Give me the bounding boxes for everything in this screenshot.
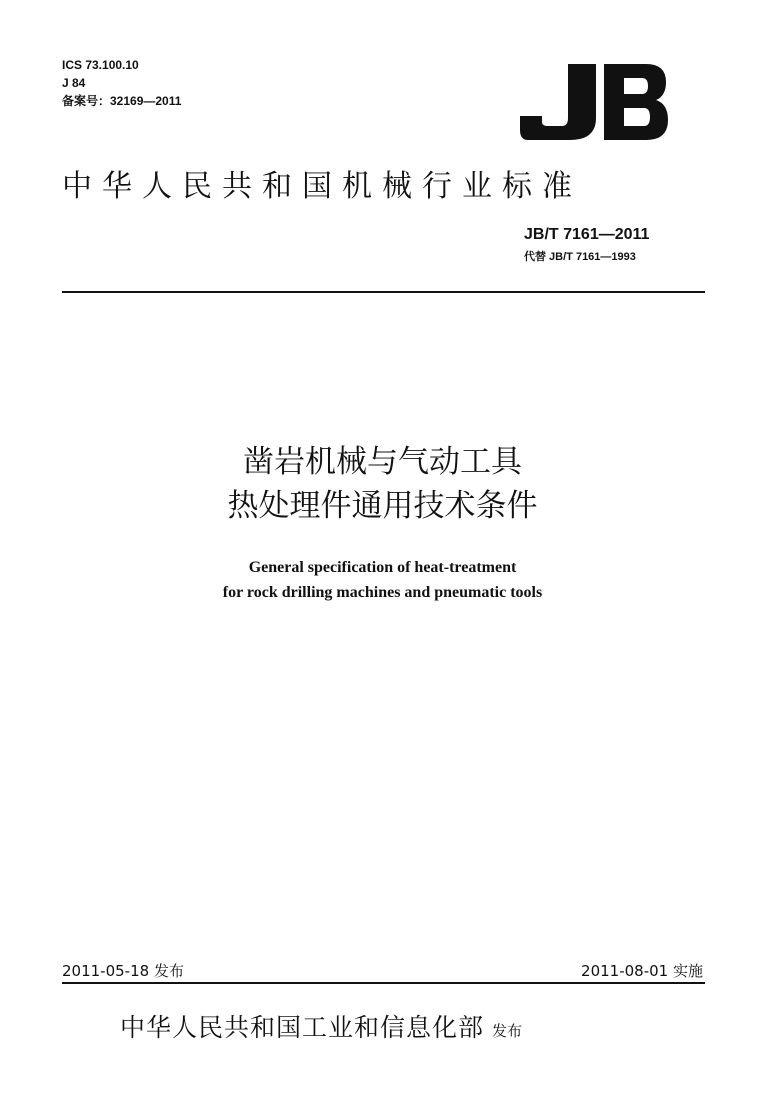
jb-logo-letter-j bbox=[520, 64, 596, 140]
publisher-name: 中华人民共和国工业和信息化部 bbox=[120, 1013, 485, 1042]
jb-logo bbox=[520, 62, 670, 142]
effective-date: 2011-08-01 实施 bbox=[581, 962, 703, 980]
ics-code: ICS 73.100.10 bbox=[62, 58, 139, 72]
publisher-suffix: 发布 bbox=[492, 1022, 523, 1040]
title-chinese-line-2: 热处理件通用技术条件 bbox=[227, 488, 538, 524]
title-english-line-1: General specification of heat-treatment bbox=[248, 559, 517, 576]
publisher bbox=[120, 1008, 522, 1044]
title-english-line-2: for rock drilling machines and pneumatic tools bbox=[222, 584, 543, 601]
issue-date: 2011-05-18 发布 bbox=[62, 962, 184, 980]
standard-replaces: 代替 JB/T 7161—1993 bbox=[524, 251, 636, 263]
classification-code: J 84 bbox=[62, 76, 86, 90]
title-chinese-line-1: 凿岩机械与气动工具 bbox=[243, 444, 522, 480]
record-number: 备案号：32169—2011 bbox=[62, 94, 182, 108]
footer-divider bbox=[62, 982, 705, 984]
standard-number: JB/T 7161—2011 bbox=[524, 226, 650, 243]
header-divider bbox=[62, 291, 705, 293]
issuing-authority: 中华人民共和国机械行业标准 bbox=[62, 169, 582, 204]
header-meta bbox=[62, 56, 181, 110]
jb-logo-letter-b bbox=[604, 64, 668, 140]
jb-logo-text: JB bbox=[595, 141, 596, 142]
